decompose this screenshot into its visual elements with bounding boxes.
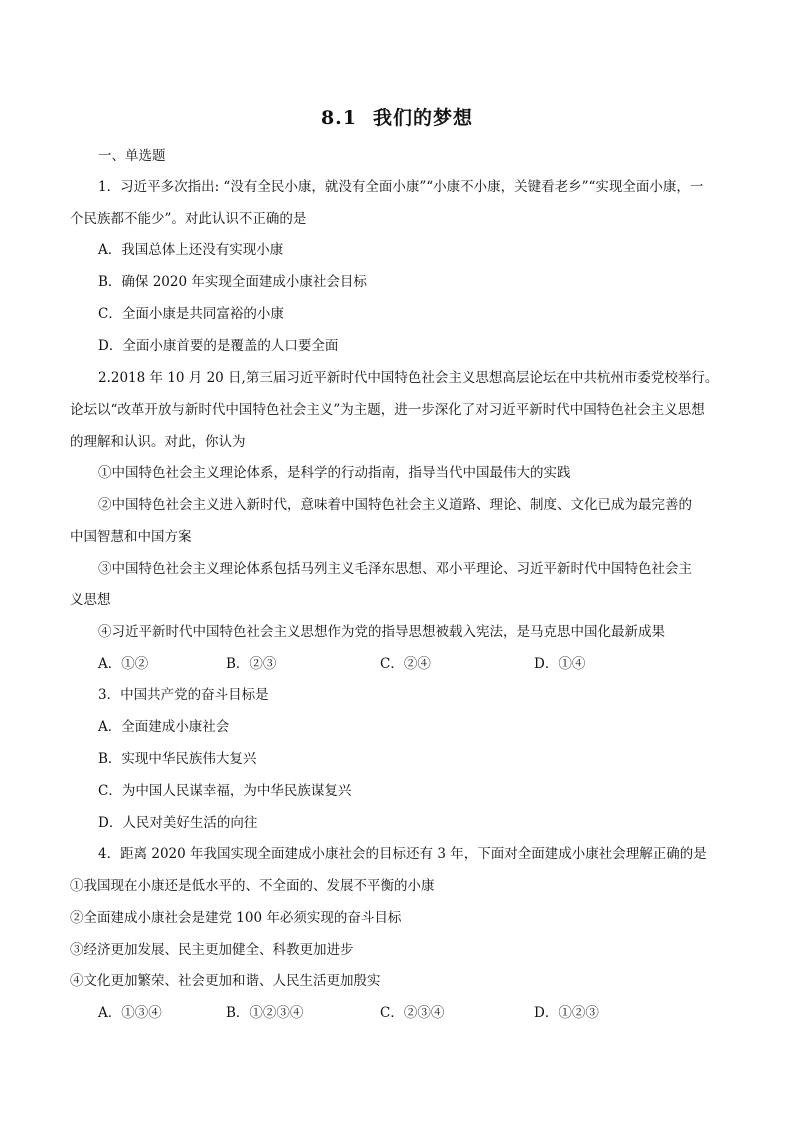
q2-statement-3-line2: 义思想	[70, 592, 111, 608]
q3-option-d: D．人民对美好生活的向往	[98, 815, 258, 831]
q2-option-a: A．①②	[98, 656, 149, 672]
q1-stem-line2: 个民族都不能少”。对此认识不正确的是	[70, 211, 307, 227]
q1-option-c: C．全面小康是共同富裕的小康	[98, 306, 284, 322]
title-number: 8.1	[320, 107, 358, 129]
q1-option-a: A．我国总体上还没有实现小康	[98, 242, 284, 258]
q4-statement-2: ②全面建成小康社会是建党 100 年必须实现的奋斗目标	[70, 910, 402, 926]
q2-option-c: C．②④	[380, 656, 431, 672]
q2-statement-1: ①中国特色社会主义理论体系，是科学的行动指南，指导当代中国最伟大的实践	[98, 465, 571, 481]
q3-option-b: B．实现中华民族伟大复兴	[98, 751, 257, 767]
q2-stem-line1: 2.2018 年 10 月 20 日,第三届习近平新时代中国特色社会主义思想高层论坛在中共杭州市委党校举行。	[98, 370, 719, 386]
q2-statement-4: ④习近平新时代中国特色社会主义思想作为党的指导思想被载入宪法，是马克思中国化最新成果	[98, 624, 665, 640]
q4-statement-1: ①我国现在小康还是低水平的、不全面的、发展不平衡的小康	[70, 878, 435, 894]
q3-option-c: C．为中国人民谋幸福，为中华民族谋复兴	[98, 783, 352, 799]
title-text: 我们的梦想	[373, 107, 474, 129]
q4-statement-3: ③经济更加发展、民主更加健全、科教更加进步	[70, 942, 354, 958]
q2-stem-line2: 论坛以“改革开放与新时代中国特色社会主义”为主题，进一步深化了对习近平新时代中国特色社会主义思想	[70, 402, 705, 418]
q2-option-d: D．①④	[534, 656, 586, 672]
q2-stem-line3: 的理解和认识。对此，你认为	[70, 434, 246, 450]
q2-option-b: B．②③	[226, 656, 277, 672]
section-heading: 一、单选题	[98, 148, 166, 164]
q1-option-d: D．全面小康首要的是覆盖的人口要全面	[98, 338, 339, 354]
page-title	[0, 103, 794, 130]
q2-statement-3-line1: ③中国特色社会主义理论体系包括马列主义毛泽东思想、邓小平理论、习近平新时代中国特色社会主	[98, 561, 692, 577]
q3-option-a: A．全面建成小康社会	[98, 719, 230, 735]
q4-option-d: D．①②③	[534, 1005, 599, 1021]
q1-option-b: B．确保 2020 年实现全面建成小康社会目标	[98, 274, 367, 290]
q4-option-b: B．①②③④	[226, 1005, 304, 1021]
q4-option-a: A．①③④	[98, 1005, 162, 1021]
q2-statement-2-line2: 中国智慧和中国方案	[70, 529, 192, 545]
q4-stem: 4．距离 2020 年我国实现全面建成小康社会的目标还有 3 年，下面对全面建成小康社会理解正确的是	[98, 846, 707, 862]
q3-stem: 3．中国共产党的奋斗目标是	[98, 687, 269, 703]
q4-statement-4: ④文化更加繁荣、社会更加和谐、人民生活更加殷实	[70, 973, 381, 989]
q4-option-c: C．②③④	[380, 1005, 445, 1021]
q1-stem-line1: 1．习近平多次指出: “没有全民小康，就没有全面小康”“小康不小康，关键看老乡”“实现全面小康，一	[98, 179, 704, 195]
q2-statement-2-line1: ②中国特色社会主义进入新时代，意味着中国特色社会主义道路、理论、制度、文化已成为最完善的	[98, 497, 692, 513]
